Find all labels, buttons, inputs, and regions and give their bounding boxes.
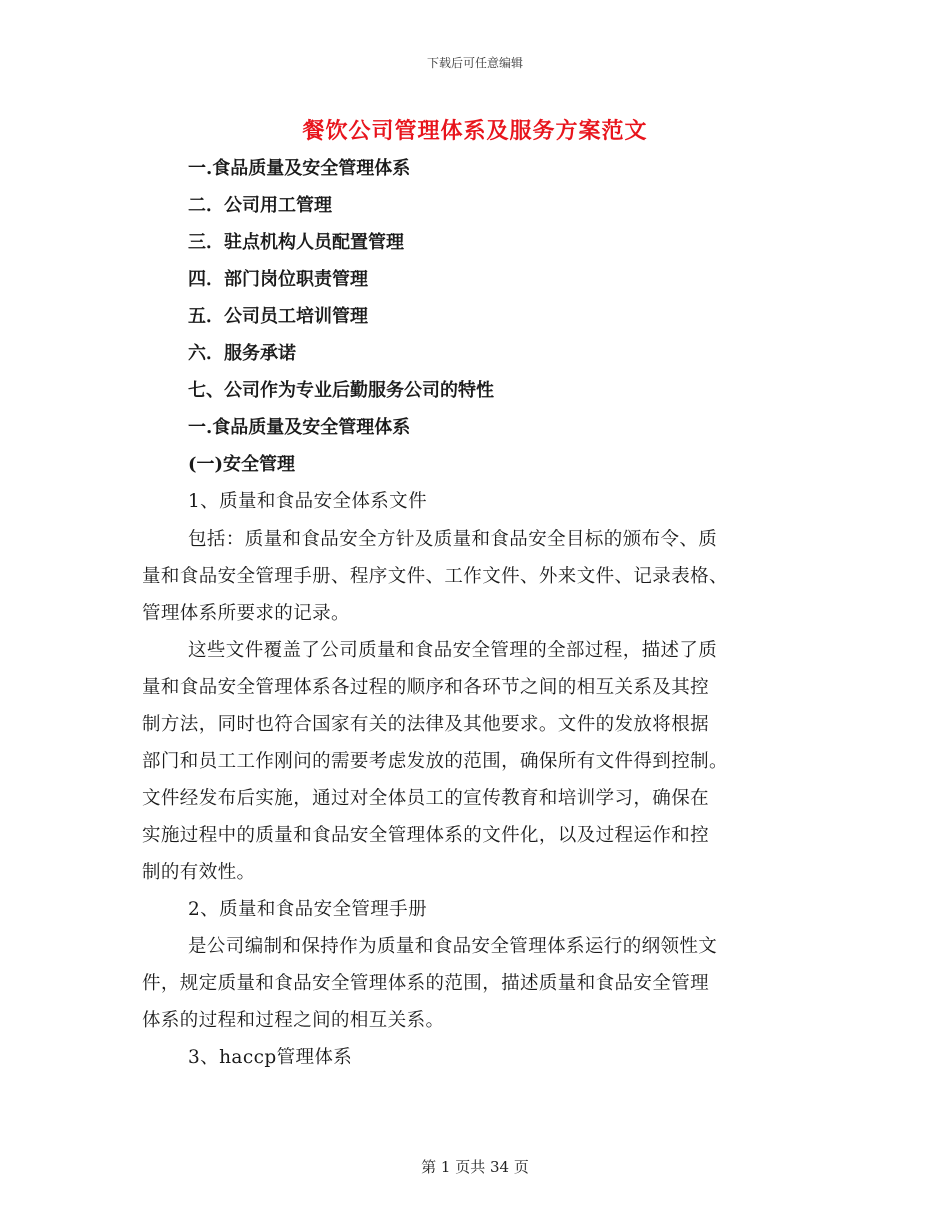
- toc-item: 三．驻点机构人员配置管理: [188, 232, 404, 253]
- toc-item: 五．公司员工培训管理: [188, 306, 368, 327]
- paragraph-line: 制的有效性。: [142, 862, 256, 883]
- toc-item: 七、公司作为专业后勤服务公司的特性: [188, 380, 494, 401]
- paragraph-line: 这些文件覆盖了公司质量和食品安全管理的全部过程，描述了质: [188, 640, 718, 661]
- item-heading: 1、质量和食品安全体系文件: [188, 491, 427, 512]
- toc-item: 六．服务承诺: [188, 343, 296, 364]
- paragraph-line: 实施过程中的质量和食品安全管理体系的文件化，以及过程运作和控: [142, 825, 710, 846]
- paragraph-line: 量和食品安全管理体系各过程的顺序和各环节之间的相互关系及其控: [142, 677, 710, 698]
- item-heading: 2、质量和食品安全管理手册: [188, 899, 427, 920]
- toc-item: 四．部门岗位职责管理: [188, 269, 368, 290]
- section-heading: 一.食品质量及安全管理体系: [188, 417, 411, 438]
- header-note: 下载后可任意编辑: [426, 56, 523, 70]
- paragraph-line: 量和食品安全管理手册、程序文件、工作文件、外来文件、记录表格、: [142, 566, 728, 587]
- paragraph-line: 体系的过程和过程之间的相互关系。: [142, 1010, 445, 1031]
- paragraph-line: 制方法，同时也符合国家有关的法律及其他要求。文件的发放将根据: [142, 714, 710, 735]
- paragraph-line: 是公司编制和保持作为质量和食品安全管理体系运行的纲领性文: [188, 936, 718, 957]
- paragraph-line: 管理体系所要求的记录。: [142, 603, 350, 624]
- toc-item: 二．公司用工管理: [188, 195, 332, 216]
- paragraph-line: 文件经发布后实施，通过对全体员工的宣传教育和培训学习，确保在: [142, 788, 710, 809]
- paragraph-line: 件，规定质量和食品安全管理体系的范围，描述质量和食品安全管理: [142, 973, 710, 994]
- document-title: 餐饮公司管理体系及服务方案范文: [302, 118, 648, 144]
- subsection-heading: (一)安全管理: [188, 454, 296, 475]
- toc-item: 一.食品质量及安全管理体系: [188, 158, 411, 179]
- item-heading: 3、haccp管理体系: [188, 1047, 353, 1068]
- paragraph-line: 部门和员工工作刚问的需要考虑发放的范围，确保所有文件得到控制。: [142, 751, 728, 772]
- page-number-footer: 第 1 页共 34 页: [421, 1158, 529, 1176]
- paragraph-line: 包括：质量和食品安全方针及质量和食品安全目标的颁布令、质: [188, 529, 718, 550]
